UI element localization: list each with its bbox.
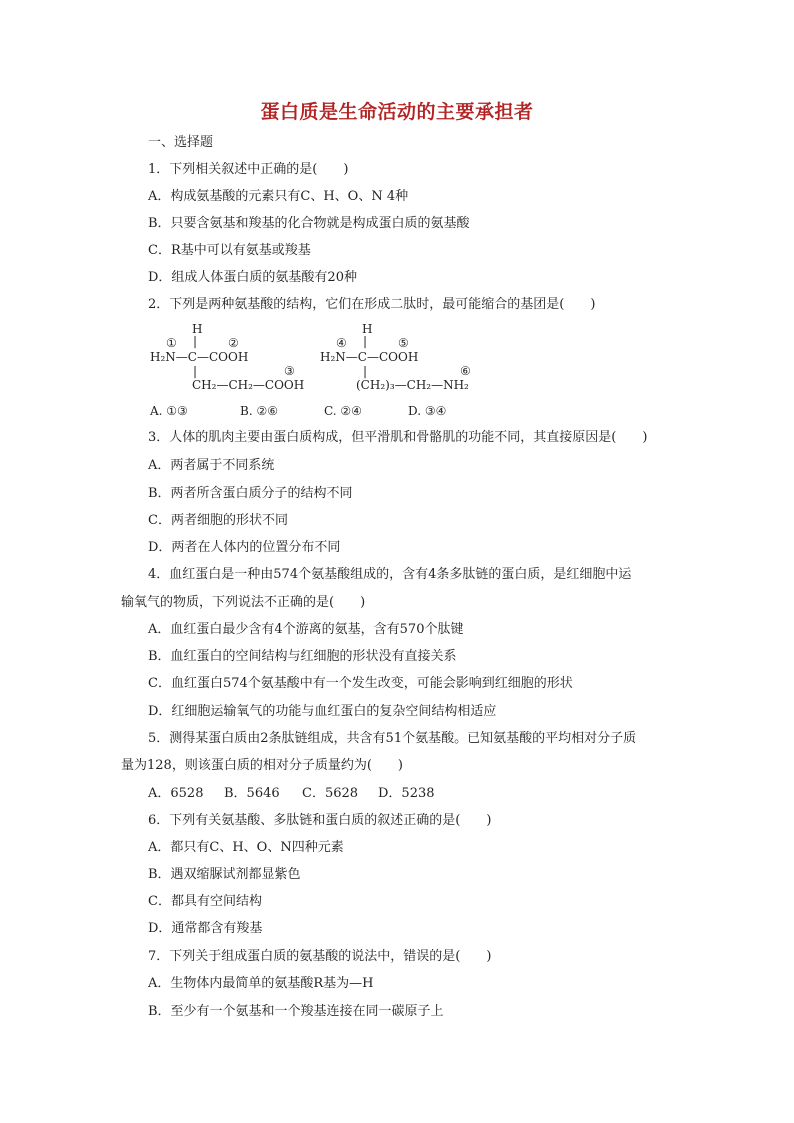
q3-option-c: C．两者细胞的形状不同 bbox=[148, 513, 288, 528]
q2-option-c: C. ②④ bbox=[324, 404, 362, 418]
chem-bar-bottom-right: | bbox=[363, 364, 368, 378]
q1-option-a: A．构成氨基酸的元素只有C、H、O、N 4种 bbox=[148, 189, 409, 204]
q5-option-b: B．5646 bbox=[224, 786, 280, 801]
chem-backbone-left: H₂N—C—COOH bbox=[150, 350, 249, 364]
chem-label-3: ③ bbox=[284, 364, 295, 378]
q7-option-a: A．生物体内最简单的氨基酸R基为—H bbox=[148, 976, 374, 991]
q6-option-b: B．遇双缩脲试剂都显紫色 bbox=[148, 867, 301, 882]
q6-option-d: D．通常都含有羧基 bbox=[148, 921, 263, 936]
q1-option-b: B．只要含氨基和羧基的化合物就是构成蛋白质的氨基酸 bbox=[148, 216, 470, 231]
q4-option-c: C．血红蛋白574个氨基酸中有一个发生改变，可能会影响到红细胞的形状 bbox=[148, 676, 573, 691]
q2-stem: 2．下列是两种氨基酸的结构，它们在形成二肽时，最可能缩合的基团是( ) bbox=[148, 297, 596, 312]
q7-stem: 7．下列关于组成蛋白质的氨基酸的说法中，错误的是( ) bbox=[148, 949, 492, 964]
chem-label-1: ① bbox=[166, 336, 177, 350]
chem-label-4: ④ bbox=[336, 336, 347, 350]
q3-option-d: D．两者在人体内的位置分布不同 bbox=[148, 540, 341, 555]
chem-label-2: ② bbox=[228, 336, 239, 350]
q6-stem: 6．下列有关氨基酸、多肽链和蛋白质的叙述正确的是( ) bbox=[148, 813, 492, 828]
chem-bar-top-right: | bbox=[363, 334, 368, 348]
q3-option-b: B．两者所含蛋白质分子的结构不同 bbox=[148, 486, 353, 501]
amino-acid-structures bbox=[150, 320, 650, 400]
chem-side-chain-left: CH₂—CH₂—COOH bbox=[192, 378, 305, 392]
q3-option-a: A．两者属于不同系统 bbox=[148, 458, 275, 473]
q4-option-d: D．红细胞运输氧气的功能与血红蛋白的复杂空间结构相适应 bbox=[148, 704, 497, 719]
q1-option-c: C．R基中可以有氨基或羧基 bbox=[148, 243, 311, 258]
q5-option-c: C．5628 bbox=[302, 786, 359, 801]
q4-option-a: A．血红蛋白最少含有4个游离的氨基，含有570个肽键 bbox=[148, 622, 464, 637]
chem-h-top-right: H bbox=[362, 322, 373, 336]
q5-option-d: D．5238 bbox=[378, 786, 435, 801]
q4-stem-line2: 输氧气的物质，下列说法不正确的是( ) bbox=[121, 595, 366, 610]
q1-stem: 1．下列相关叙述中正确的是( ) bbox=[148, 162, 349, 177]
q2-option-d: D. ③④ bbox=[408, 404, 447, 418]
chem-side-chain-right: (CH₂)₃—CH₂—NH₂ bbox=[356, 378, 469, 392]
page-title: 蛋白质是生命活动的主要承担者 bbox=[260, 101, 534, 123]
q6-option-c: C．都具有空间结构 bbox=[148, 894, 262, 909]
q2-option-b: B. ②⑥ bbox=[240, 404, 278, 418]
chem-h-top-left: H bbox=[192, 322, 203, 336]
chem-bar-top-left: | bbox=[193, 334, 198, 348]
chem-backbone-right: H₂N—C—COOH bbox=[320, 350, 419, 364]
q4-option-b: B．血红蛋白的空间结构与红细胞的形状没有直接关系 bbox=[148, 649, 457, 664]
section-heading: 一、选择题 bbox=[148, 135, 214, 150]
q2-option-a: A. ①③ bbox=[150, 404, 188, 418]
chem-label-5: ⑤ bbox=[398, 336, 409, 350]
q5-stem-line2: 量为128，则该蛋白质的相对分子质量约为( ) bbox=[121, 758, 403, 773]
q1-option-d: D．组成人体蛋白质的氨基酸有20种 bbox=[148, 270, 357, 285]
q6-option-a: A．都只有C、H、O、N四种元素 bbox=[148, 840, 344, 855]
q5-stem-line1: 5．测得某蛋白质由2条肽链组成，共含有51个氨基酸。已知氨基酸的平均相对分子质 bbox=[148, 731, 637, 746]
chem-bar-bottom-left: | bbox=[193, 364, 198, 378]
q3-stem: 3．人体的肌肉主要由蛋白质构成，但平滑肌和骨骼肌的功能不同，其直接原因是( ) bbox=[148, 430, 648, 445]
chem-label-6: ⑥ bbox=[460, 364, 471, 378]
q7-option-b: B．至少有一个氨基和一个羧基连接在同一碳原子上 bbox=[148, 1004, 444, 1019]
q5-option-a: A．6528 bbox=[148, 786, 204, 801]
q4-stem-line1: 4．血红蛋白是一种由574个氨基酸组成的，含有4条多肽链的蛋白质，是红细胞中运 bbox=[148, 567, 632, 582]
